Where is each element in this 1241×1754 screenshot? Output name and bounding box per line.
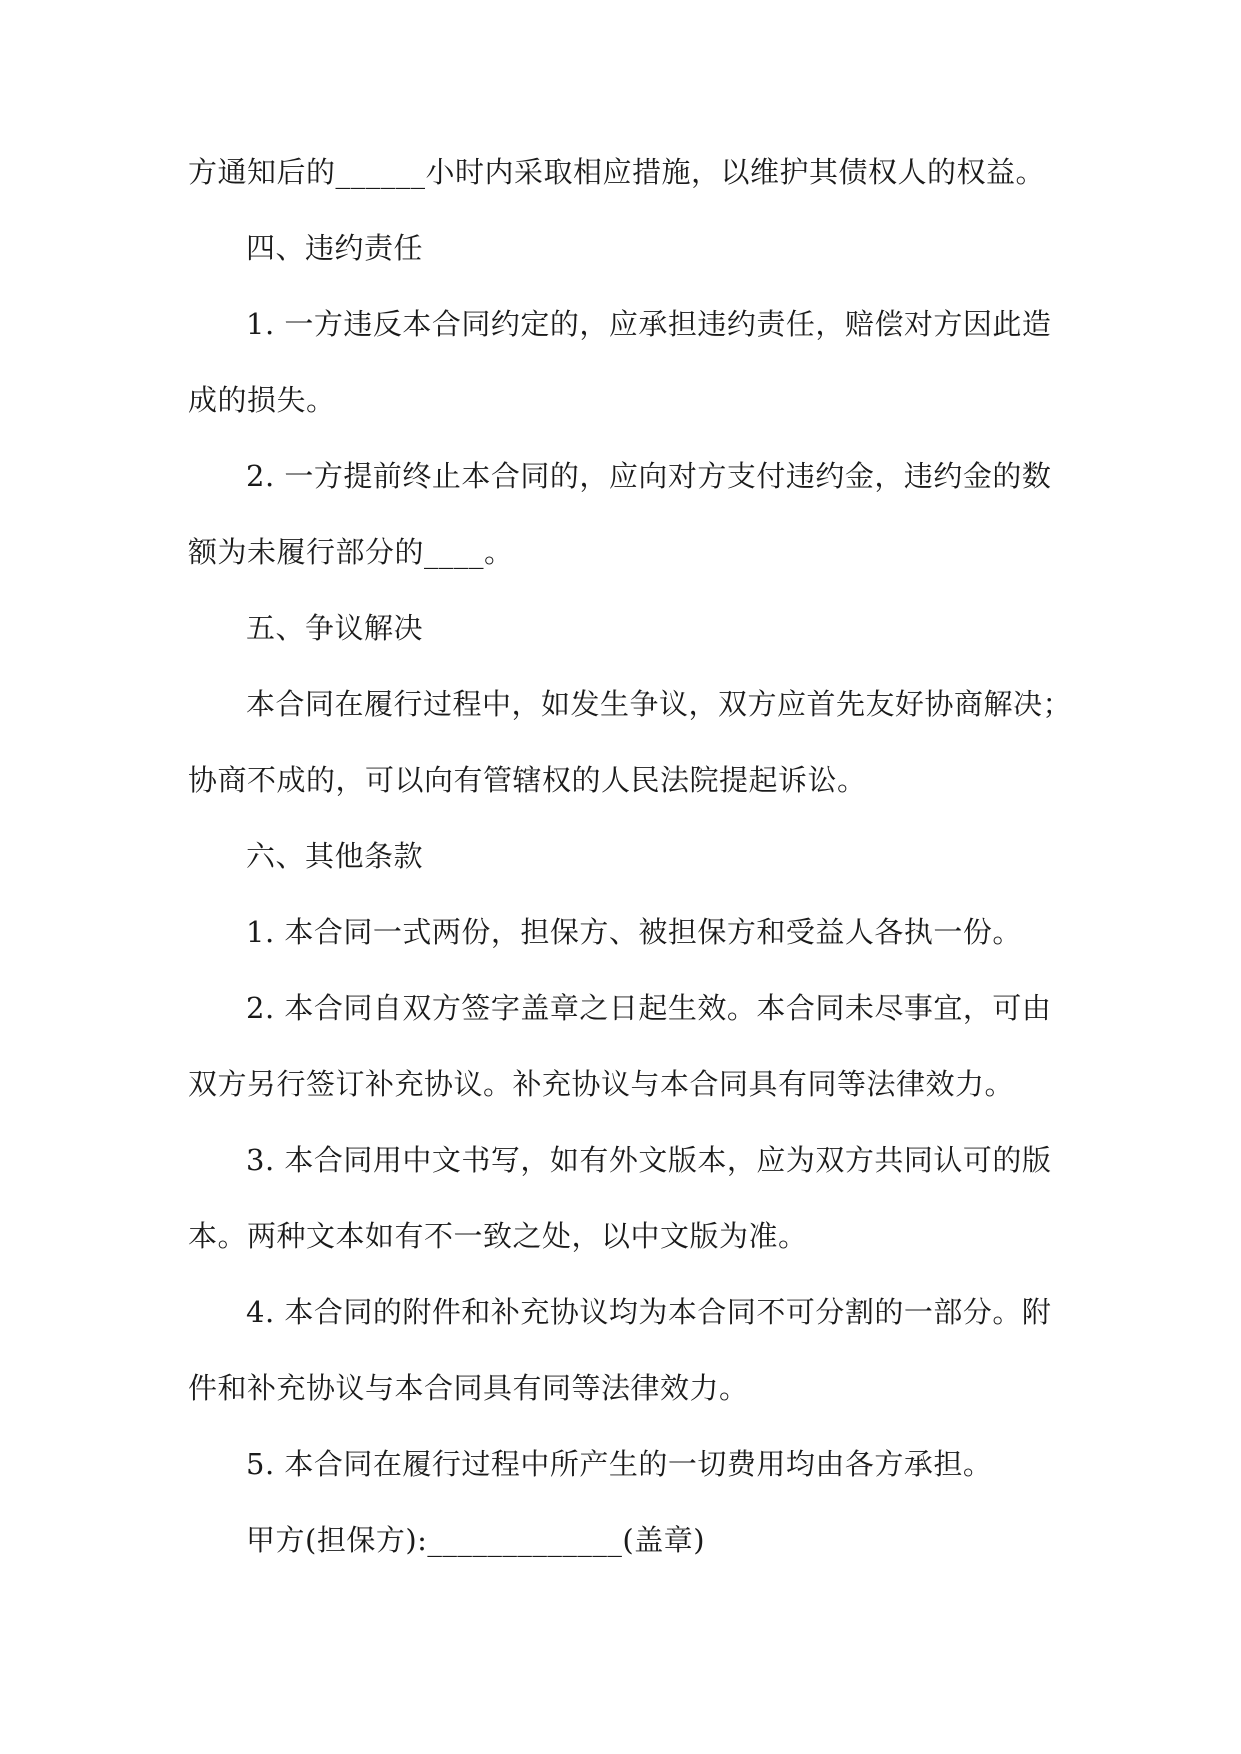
clause-4-2-line-2: 额为未履行部分的____。 [188, 535, 514, 569]
clause-6-4-line-1: 4. 本合同的附件和补充协议均为本合同不可分割的一部分。附 [246, 1295, 1052, 1329]
clause-6-3-line-2: 本。两种文本如有不一致之处，以中文版为准。 [188, 1219, 808, 1253]
section-heading-dispute-resolution: 五、争议解决 [246, 611, 424, 645]
dispute-clause-line-1: 本合同在履行过程中，如发生争议，双方应首先友好协商解决； [246, 687, 1073, 721]
clause-4-1-line-2: 成的损失。 [188, 383, 336, 417]
clause-6-5: 5. 本合同在履行过程中所产生的一切费用均由各方承担。 [246, 1447, 993, 1481]
dispute-clause-line-2: 协商不成的，可以向有管辖权的人民法院提起诉讼。 [188, 763, 867, 797]
section-heading-breach-liability: 四、违约责任 [246, 231, 424, 265]
clause-4-1-line-1: 1. 一方违反本合同约定的，应承担违约责任，赔偿对方因此造 [246, 307, 1052, 341]
clause-4-2-line-1: 2. 一方提前终止本合同的，应向对方支付违约金，违约金的数 [246, 459, 1052, 493]
party-a-signature-line: 甲方(担保方):_____________(盖章) [246, 1523, 706, 1557]
section-heading-other-terms: 六、其他条款 [246, 839, 424, 873]
clause-6-3-line-1: 3. 本合同用中文书写，如有外文版本，应为双方共同认可的版 [246, 1143, 1052, 1177]
clause-6-2-line-1: 2. 本合同自双方签字盖章之日起生效。本合同未尽事宜，可由 [246, 991, 1052, 1025]
clause-6-4-line-2: 件和补充协议与本合同具有同等法律效力。 [188, 1371, 749, 1405]
clause-6-1: 1. 本合同一式两份，担保方、被担保方和受益人各执一份。 [246, 915, 1022, 949]
body-text-line: 方通知后的______小时内采取相应措施，以维护其债权人的权益。 [188, 155, 1046, 189]
clause-6-2-line-2: 双方另行签订补充协议。补充协议与本合同具有同等法律效力。 [188, 1067, 1015, 1101]
